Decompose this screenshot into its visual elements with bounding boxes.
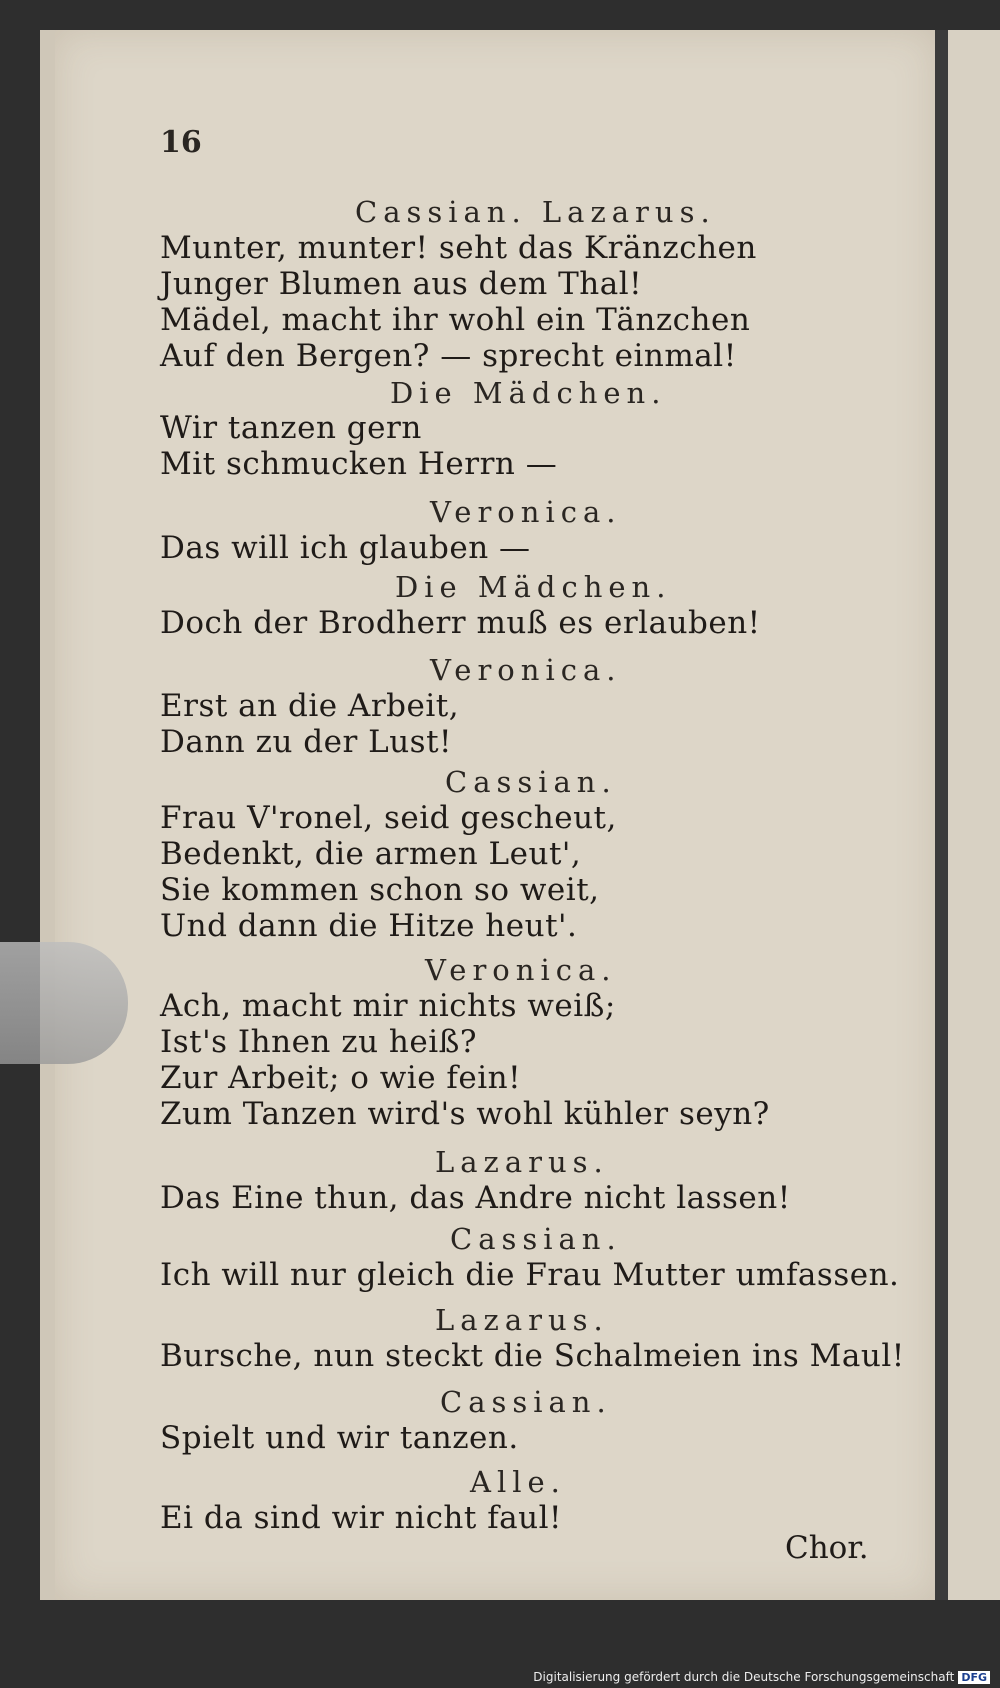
verse-line: Mädel, macht ihr wohl ein Tänzchen: [160, 302, 751, 338]
verse-line: Und dann die Hitze heut'.: [160, 908, 578, 944]
verse-line: Bedenkt, die armen Leut',: [160, 836, 582, 872]
facing-page-edge: [948, 30, 1000, 1600]
verse-line: Ist's Ihnen zu heiß?: [160, 1024, 477, 1060]
page-clip: [0, 942, 128, 1064]
speaker-heading: Lazarus.: [435, 1303, 609, 1337]
verse-line: Ach, macht mir nichts weiß;: [160, 988, 616, 1024]
speaker-heading: Cassian.: [450, 1222, 622, 1256]
speaker-heading: Alle.: [470, 1465, 566, 1499]
verse-line: Dann zu der Lust!: [160, 724, 453, 760]
verse-line: Bursche, nun steckt die Schalmeien ins Maul!: [160, 1338, 905, 1374]
speaker-heading: Die Mädchen.: [390, 376, 667, 410]
verse-line: Ich will nur gleich die Frau Mutter umfassen.: [160, 1257, 900, 1293]
verse-line: Mit schmucken Herrn —: [160, 446, 558, 482]
verse-line: Frau V'ronel, seid gescheut,: [160, 800, 617, 836]
verse-line: Junger Blumen aus dem Thal!: [160, 266, 643, 302]
verse-line: Munter, munter! seht das Kränzchen: [160, 230, 757, 266]
verse-line: Sie kommen schon so weit,: [160, 872, 600, 908]
catchword: Chor.: [785, 1530, 869, 1566]
speaker-heading: Veronica.: [430, 495, 622, 529]
speaker-heading: Cassian.: [440, 1385, 612, 1419]
speaker-heading: Cassian.: [445, 765, 617, 799]
speaker-heading: Veronica.: [425, 953, 617, 987]
speaker-heading: Cassian. Lazarus.: [355, 195, 716, 229]
verse-line: Das will ich glauben —: [160, 530, 531, 566]
verse-line: Zum Tanzen wird's wohl kühler seyn?: [160, 1096, 770, 1132]
verse-line: Erst an die Arbeit,: [160, 688, 460, 724]
verse-line: Doch der Brodherr muß es erlauben!: [160, 605, 761, 641]
verse-line: Spielt und wir tanzen.: [160, 1420, 519, 1456]
speaker-heading: Die Mädchen.: [395, 570, 672, 604]
speaker-heading: Lazarus.: [435, 1145, 609, 1179]
verse-line: Ei da sind wir nicht faul!: [160, 1500, 562, 1536]
verse-line: Auf den Bergen? — sprecht einmal!: [160, 338, 737, 374]
page-number: 16: [160, 125, 202, 160]
dfg-logo: DFG: [958, 1671, 990, 1684]
verse-line: Das Eine thun, das Andre nicht lassen!: [160, 1180, 791, 1216]
book-gutter: [935, 30, 948, 1600]
verse-line: Wir tanzen gern: [160, 410, 422, 446]
footer-credit: [533, 1670, 990, 1684]
footer-text: Digitalisierung gefördert durch die Deutsche Forschungsgemeinschaft: [533, 1670, 955, 1684]
speaker-heading: Veronica.: [430, 653, 622, 687]
verse-line: Zur Arbeit; o wie fein!: [160, 1060, 522, 1096]
